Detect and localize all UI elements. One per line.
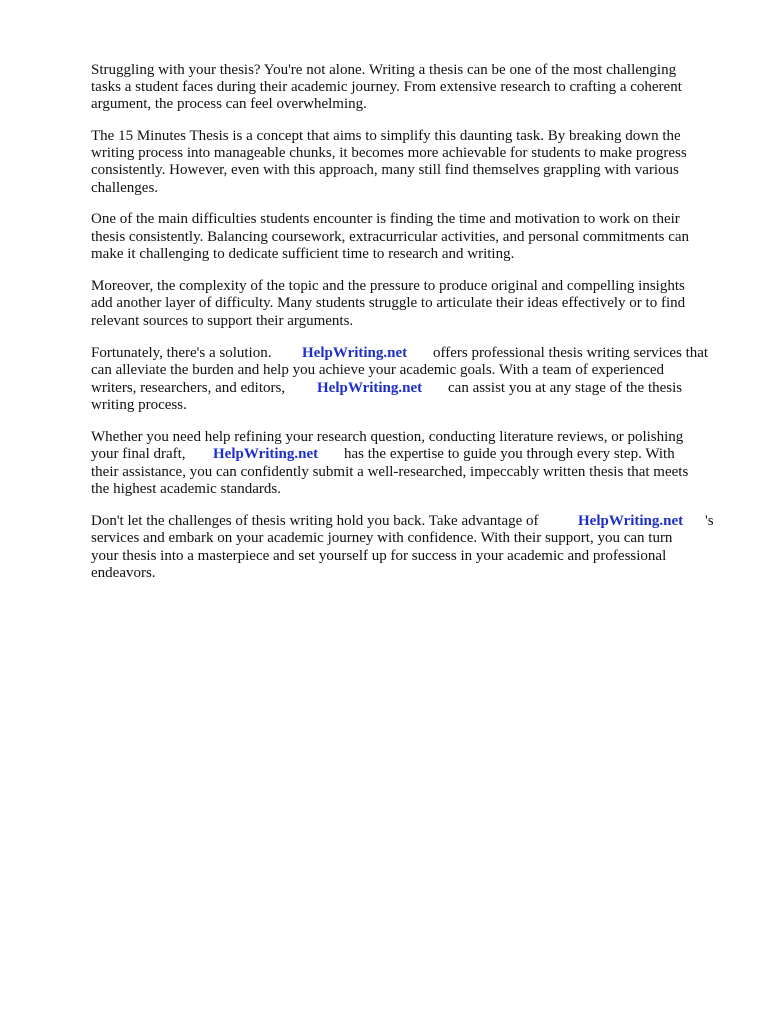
- helpwriting-link[interactable]: HelpWriting.net: [317, 380, 423, 396]
- paragraph-5-text-after-link-2: can assist you at any stage of the thesis: [448, 380, 683, 396]
- paragraph-5-text-before-link: Fortunately, there's a solution.: [91, 345, 272, 361]
- paragraph-6-line-1: Whether you need help refining your research question, conducting literature reviews, or polishing: [91, 429, 684, 445]
- helpwriting-link[interactable]: HelpWriting.net: [578, 513, 684, 529]
- paragraph-1-line-3: argument, the process can feel overwhelming.: [91, 96, 367, 112]
- paragraph-6-line-2: [91, 446, 731, 463]
- paragraph-4-line-3: relevant sources to support their arguments.: [91, 313, 354, 329]
- paragraph-6-line-4: the highest academic standards.: [91, 481, 281, 497]
- paragraph-6-text-after-link: has the expertise to guide you through every step. With: [344, 446, 675, 462]
- paragraph-1-line-2: tasks a student faces during their academic journey. From extensive research to crafting a coherent: [91, 79, 682, 95]
- paragraph-7-line-1: [91, 513, 731, 530]
- paragraph-7-line-4: endeavors.: [91, 565, 156, 581]
- paragraph-4-line-2: add another layer of difficulty. Many students struggle to articulate their ideas effectively or to find: [91, 295, 686, 311]
- paragraph-4-line-1: Moreover, the complexity of the topic and the pressure to produce original and compelling insights: [91, 278, 685, 294]
- paragraph-3-line-2: thesis consistently. Balancing coursework, extracurricular activities, and personal commitments can: [91, 229, 690, 245]
- paragraph-7-line-3: your thesis into a masterpiece and set yourself up for success in your academic and professional: [91, 548, 667, 564]
- helpwriting-link[interactable]: HelpWriting.net: [302, 345, 408, 361]
- paragraph-2-line-3: consistently. However, even with this approach, many still find themselves grappling with various: [91, 162, 679, 178]
- paragraph-5-text-before-link-2: writers, researchers, and editors,: [91, 380, 286, 396]
- paragraph-7-text-after-link: 's: [705, 513, 714, 529]
- paragraph-5-line-4: writing process.: [91, 397, 187, 413]
- paragraph-3-line-3: make it challenging to dedicate sufficient time to research and writing.: [91, 246, 515, 262]
- paragraph-2-line-2: writing process into manageable chunks, it becomes more achievable for students to make progress: [91, 145, 687, 161]
- paragraph-5-text-after-link: offers professional thesis writing services that: [433, 345, 709, 361]
- paragraph-5-line-3: [91, 380, 731, 397]
- paragraph-6-line-3: their assistance, you can confidently submit a well-researched, impeccably written thesis that meets: [91, 464, 689, 480]
- paragraph-7-line-2: services and embark on your academic journey with confidence. With their support, you can turn: [91, 530, 673, 546]
- paragraph-7-text-before-link: Don't let the challenges of thesis writing hold you back. Take advantage of: [91, 513, 539, 529]
- paragraph-5-line-2: can alleviate the burden and help you achieve your academic goals. With a team of experienced: [91, 362, 665, 378]
- paragraph-5-line-1: [91, 345, 731, 362]
- paragraph-1-line-1: Struggling with your thesis? You're not alone. Writing a thesis can be one of the most challenging: [91, 62, 677, 78]
- helpwriting-link[interactable]: HelpWriting.net: [213, 446, 319, 462]
- paragraph-6-text-before-link: your final draft,: [91, 446, 186, 462]
- paragraph-2-line-4: challenges.: [91, 180, 159, 196]
- paragraph-2-line-1: The 15 Minutes Thesis is a concept that aims to simplify this daunting task. By breaking down the: [91, 128, 681, 144]
- paragraph-3-line-1: One of the main difficulties students encounter is finding the time and motivation to work on their: [91, 211, 680, 227]
